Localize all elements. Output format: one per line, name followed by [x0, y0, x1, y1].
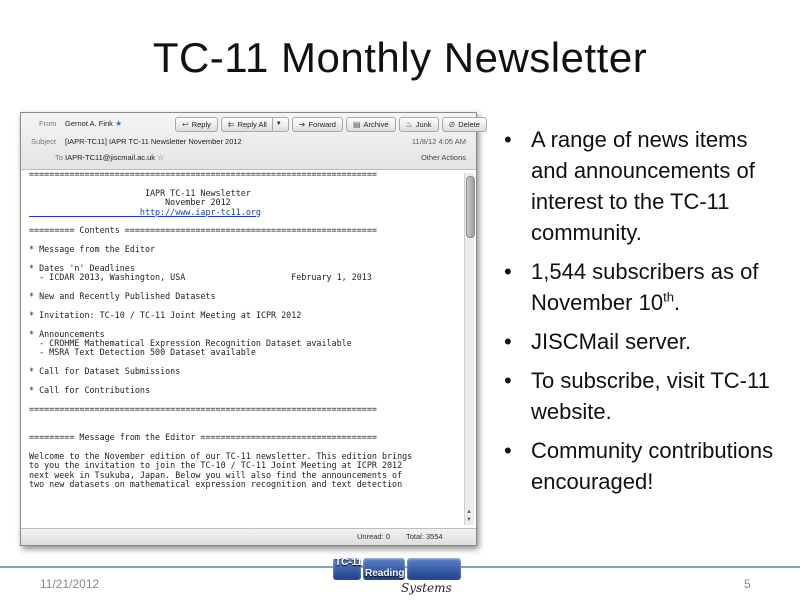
email-body-line: to you the invitation to join the TC-10 / TC-11 Joint Meeting at ICPR 2012: [29, 460, 403, 471]
junk-label: Junk: [415, 120, 432, 129]
logo-tc: TC-11: [335, 557, 363, 568]
status-bar: [21, 528, 476, 545]
reply-all-label: Reply All: [237, 120, 267, 129]
delete-button[interactable]: [442, 117, 487, 132]
email-body-line: - ICDAR 2013, Washington, USA February 1, 2013: [29, 272, 372, 283]
scroll-down-icon[interactable]: ▼: [466, 517, 472, 523]
to-address: IAPR-TC11@jiscmail.ac.uk: [65, 153, 155, 162]
slide-date: 11/21/2012: [40, 577, 100, 591]
to-label: To: [55, 153, 63, 162]
delete-label: Delete: [458, 120, 480, 129]
bullet-item: [500, 124, 790, 248]
junk-button[interactable]: [399, 117, 439, 132]
email-date: 11/8/12 4:05 AM: [411, 137, 466, 146]
reply-icon: ↩: [182, 120, 189, 129]
star-icon[interactable]: ☆: [157, 153, 165, 162]
from-label: From: [39, 119, 57, 128]
bullet-list: [500, 124, 790, 505]
email-toolbar: [175, 117, 487, 132]
scroll-up-icon[interactable]: ▲: [466, 509, 472, 515]
email-body[interactable]: [21, 170, 461, 525]
email-body-line: [29, 414, 461, 423]
bullet-item: [500, 435, 790, 497]
email-screenshot: [20, 112, 480, 546]
logo-systems: Systems: [401, 581, 452, 595]
chevron-down-icon[interactable]: ▼: [272, 118, 282, 131]
bullet-text: Community contributions encouraged!: [531, 438, 774, 494]
reply-all-button[interactable]: [221, 117, 289, 132]
email-body-line: * Call for Contributions: [29, 384, 151, 395]
email-body-line: * Dates 'n' Deadlines: [29, 262, 135, 273]
from-value[interactable]: [65, 119, 122, 128]
other-actions-link[interactable]: Other Actions: [420, 153, 466, 162]
star-icon[interactable]: ★: [114, 119, 123, 128]
bullet-superscript: th: [663, 289, 674, 305]
slide-title: TC-11 Monthly Newsletter: [152, 34, 648, 81]
archive-button[interactable]: [346, 117, 396, 132]
total-count: Total: 3554: [406, 532, 443, 541]
archive-icon: ▤: [352, 120, 361, 129]
slide-number: 5: [744, 577, 751, 591]
bullet-text: JISCMail server.: [531, 329, 692, 354]
email-body-line: next week in Tsukuba, Japan. Below you will also find the announcements of: [29, 469, 403, 480]
tc11-logo: [333, 556, 471, 600]
subject-label: Subject: [31, 137, 57, 146]
junk-icon: ♨: [405, 120, 413, 129]
email-body-line: * Announcements: [29, 328, 105, 339]
from-name: Gernot A. Fink: [65, 119, 113, 128]
email-header: [21, 113, 480, 170]
bullet-text: To subscribe, visit TC-11 website.: [531, 368, 770, 424]
logo-block-3: [407, 558, 461, 580]
email-body-line: ========= Contents ==================================================: [29, 225, 377, 236]
bullet-suffix: .: [673, 290, 681, 315]
logo-reading: Reading: [365, 568, 405, 579]
forward-button[interactable]: [292, 117, 343, 132]
bullet-item: [500, 326, 790, 357]
email-body-line: IAPR TC-11 Newsletter: [29, 187, 251, 198]
email-body-line: =====================================================================: [29, 403, 377, 414]
email-body-line: * Message from the Editor: [29, 244, 156, 255]
email-body-line: - MSRA Text Detection 500 Dataset available: [29, 347, 256, 358]
email-body-line: =====================================================================: [29, 170, 377, 179]
reply-button[interactable]: [175, 117, 218, 132]
email-body-line: * Call for Dataset Submissions: [29, 366, 181, 377]
email-body-line: - CROHME Mathematical Expression Recognition Dataset available: [29, 338, 352, 349]
email-body-line: * Invitation: TC-10 / TC-11 Joint Meeting at ICPR 2012: [29, 309, 302, 320]
email-body-line: November 2012: [29, 197, 231, 208]
reply-label: Reply: [191, 120, 211, 129]
forward-label: Forward: [308, 120, 336, 129]
email-body-line: Welcome to the November edition of our TC-11 newsletter. This edition brings: [29, 450, 413, 461]
to-value[interactable]: [65, 153, 164, 162]
email-body-line: ========= Message from the Editor ===================================: [29, 431, 377, 442]
scrollbar-thumb[interactable]: [466, 176, 475, 238]
archive-label: Archive: [363, 120, 389, 129]
bullet-item: [500, 256, 790, 318]
bullet-text: A range of news items and announcements of interest to the TC-11 community.: [531, 127, 755, 245]
email-body-line: two new datasets on mathematical expression recognition and text detection: [29, 478, 403, 489]
unread-count: Unread: 0: [357, 532, 390, 541]
bullet-item: [500, 365, 790, 427]
reply-all-icon: ⇇: [227, 120, 235, 129]
email-body-line: * New and Recently Published Datasets: [29, 291, 216, 302]
delete-icon: ⊘: [448, 120, 456, 129]
email-body-line[interactable]: http://www.iapr-tc11.org: [29, 206, 261, 217]
bullet-text: 1,544 subscribers as of November 10: [531, 259, 759, 315]
subject-value: [IAPR-TC11] IAPR TC-11 Newsletter November 2012: [65, 137, 242, 146]
forward-icon: ➜: [298, 120, 306, 129]
scrollbar[interactable]: [464, 173, 474, 525]
